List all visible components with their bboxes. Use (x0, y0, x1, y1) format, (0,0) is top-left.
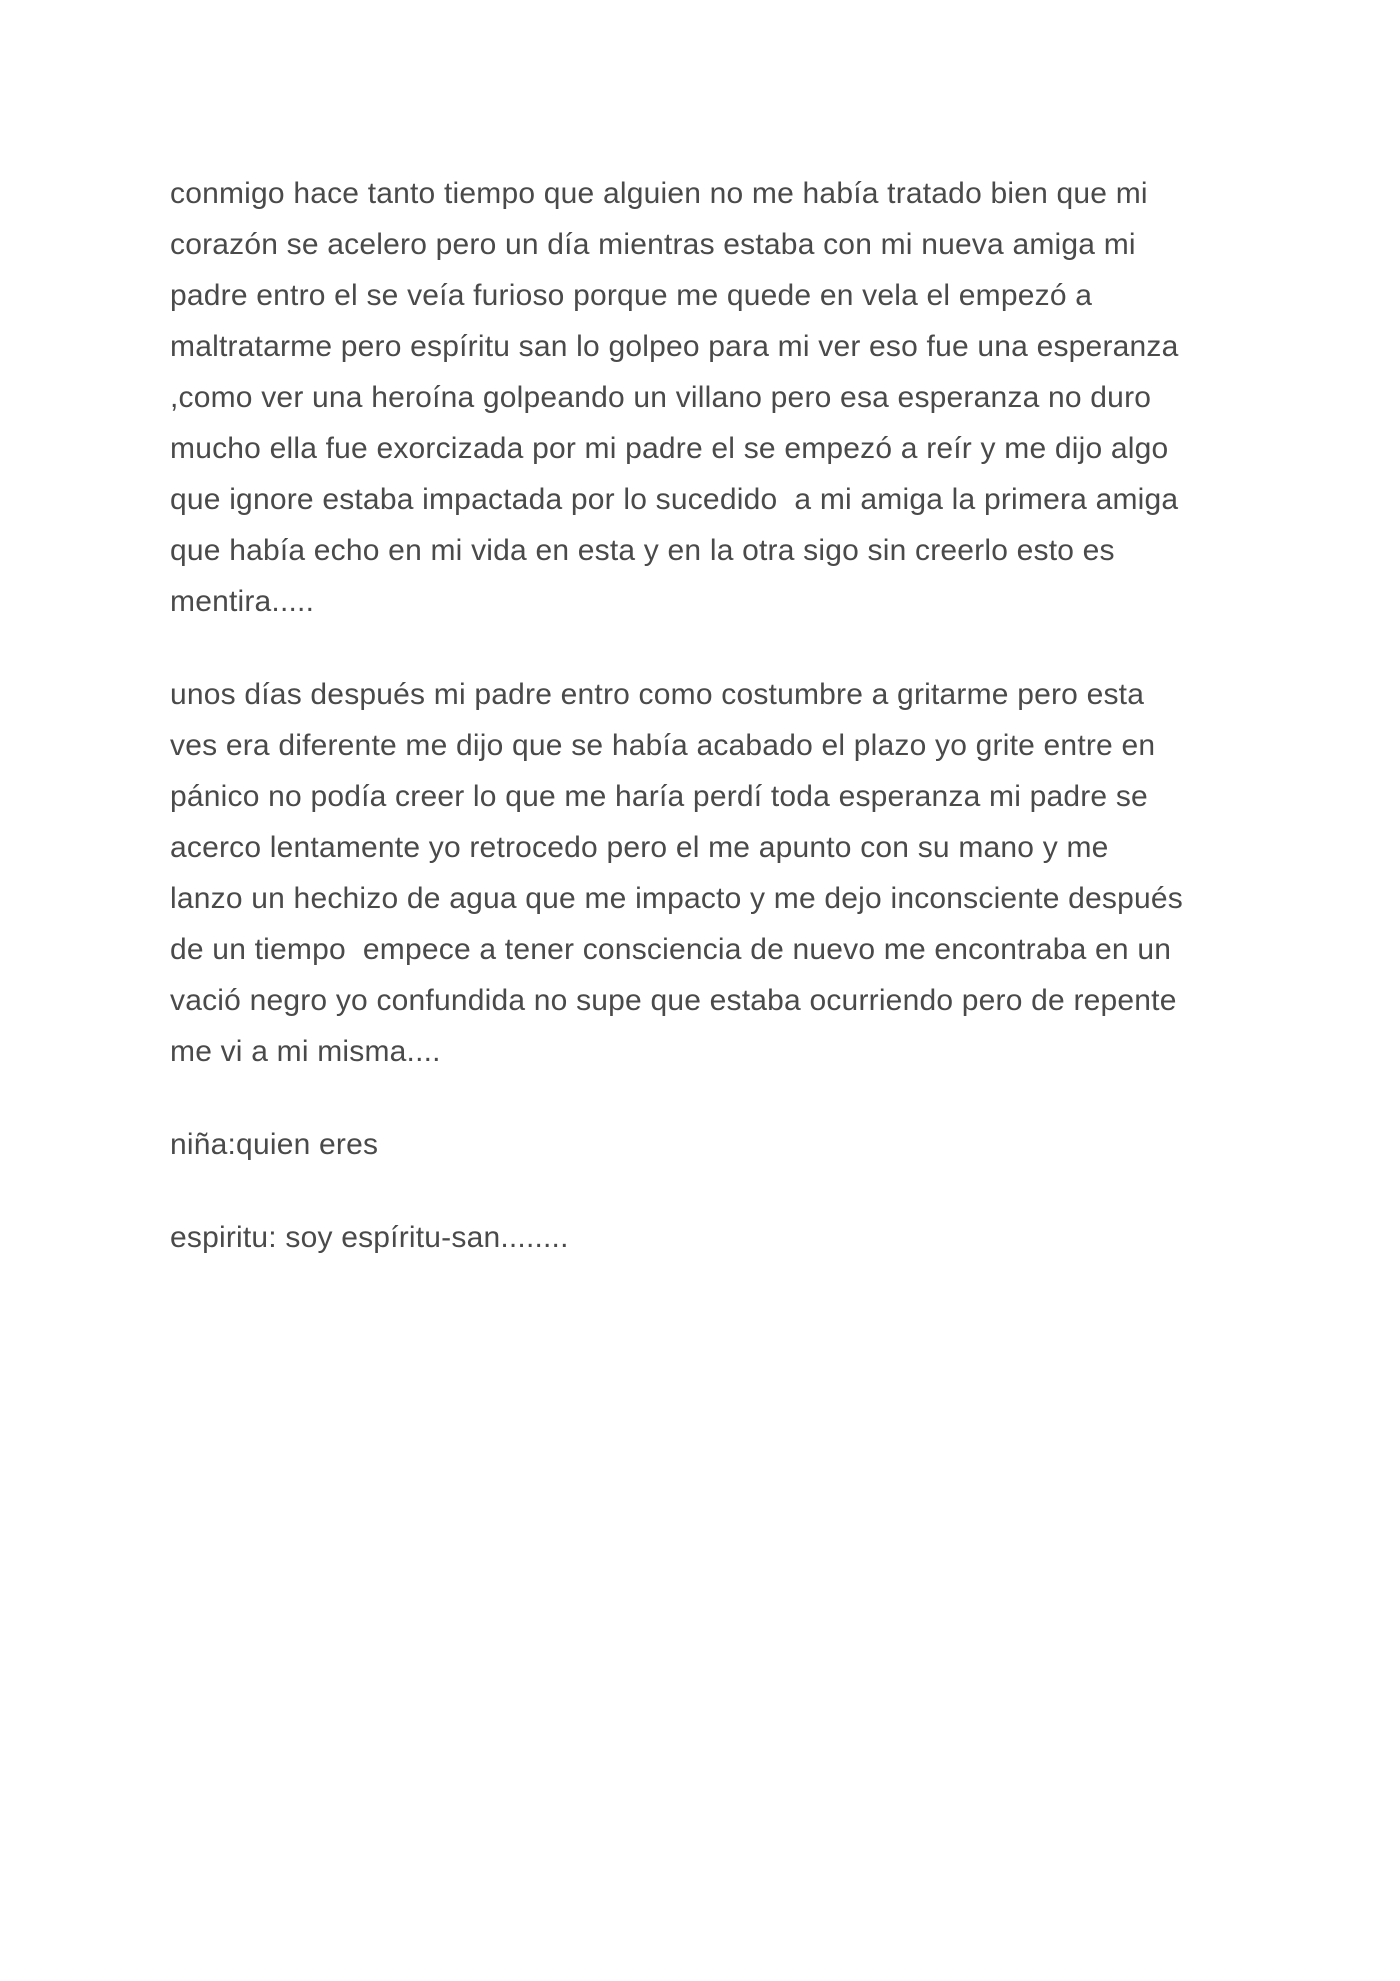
text-line: mentira..... (170, 585, 315, 618)
paragraph-2 (170, 669, 1250, 1077)
text-line: me vi a mi misma.... (170, 1035, 441, 1068)
text-line: ves era diferente me dijo que se había acabado el plazo yo grite entre en (170, 729, 1156, 762)
text-line: mucho ella fue exorcizada por mi padre el se empezó a reír y me dijo algo (170, 432, 1169, 465)
text-line: que ignore estaba impactada por lo sucedido a mi amiga la primera amiga (170, 483, 1179, 516)
text-line: unos días después mi padre entro como costumbre a gritarme pero esta (170, 678, 1145, 711)
text-line: espiritu: soy espíritu-san........ (170, 1221, 569, 1254)
text-line: pánico no podía creer lo que me haría perdí toda esperanza mi padre se (170, 780, 1148, 813)
dialogue-line-espiritu (170, 1212, 1250, 1263)
dialogue-line-nina (170, 1119, 1250, 1170)
text-line: que había echo en mi vida en esta y en la otra sigo sin creerlo esto es (170, 534, 1115, 567)
text-line: niña:quien eres (170, 1128, 379, 1161)
text-line: acerco lentamente yo retrocedo pero el me apunto con su mano y me (170, 831, 1109, 864)
paragraph-1 (170, 168, 1250, 627)
text-line: corazón se acelero pero un día mientras estaba con mi nueva amiga mi (170, 228, 1136, 261)
text-line: ,como ver una heroína golpeando un villano pero esa esperanza no duro (170, 381, 1152, 414)
text-line: vació negro yo confundida no supe que estaba ocurriendo pero de repente (170, 984, 1177, 1017)
text-line: maltratarme pero espíritu san lo golpeo para mi ver eso fue una esperanza (170, 330, 1179, 363)
text-line: de un tiempo empece a tener consciencia de nuevo me encontraba en un (170, 933, 1172, 966)
text-line: conmigo hace tanto tiempo que alguien no me había tratado bien que mi (170, 177, 1148, 210)
text-line: lanzo un hechizo de agua que me impacto y me dejo inconsciente después (170, 882, 1183, 915)
document-body (170, 168, 1250, 1305)
text-line: padre entro el se veía furioso porque me quede en vela el empezó a (170, 279, 1093, 312)
